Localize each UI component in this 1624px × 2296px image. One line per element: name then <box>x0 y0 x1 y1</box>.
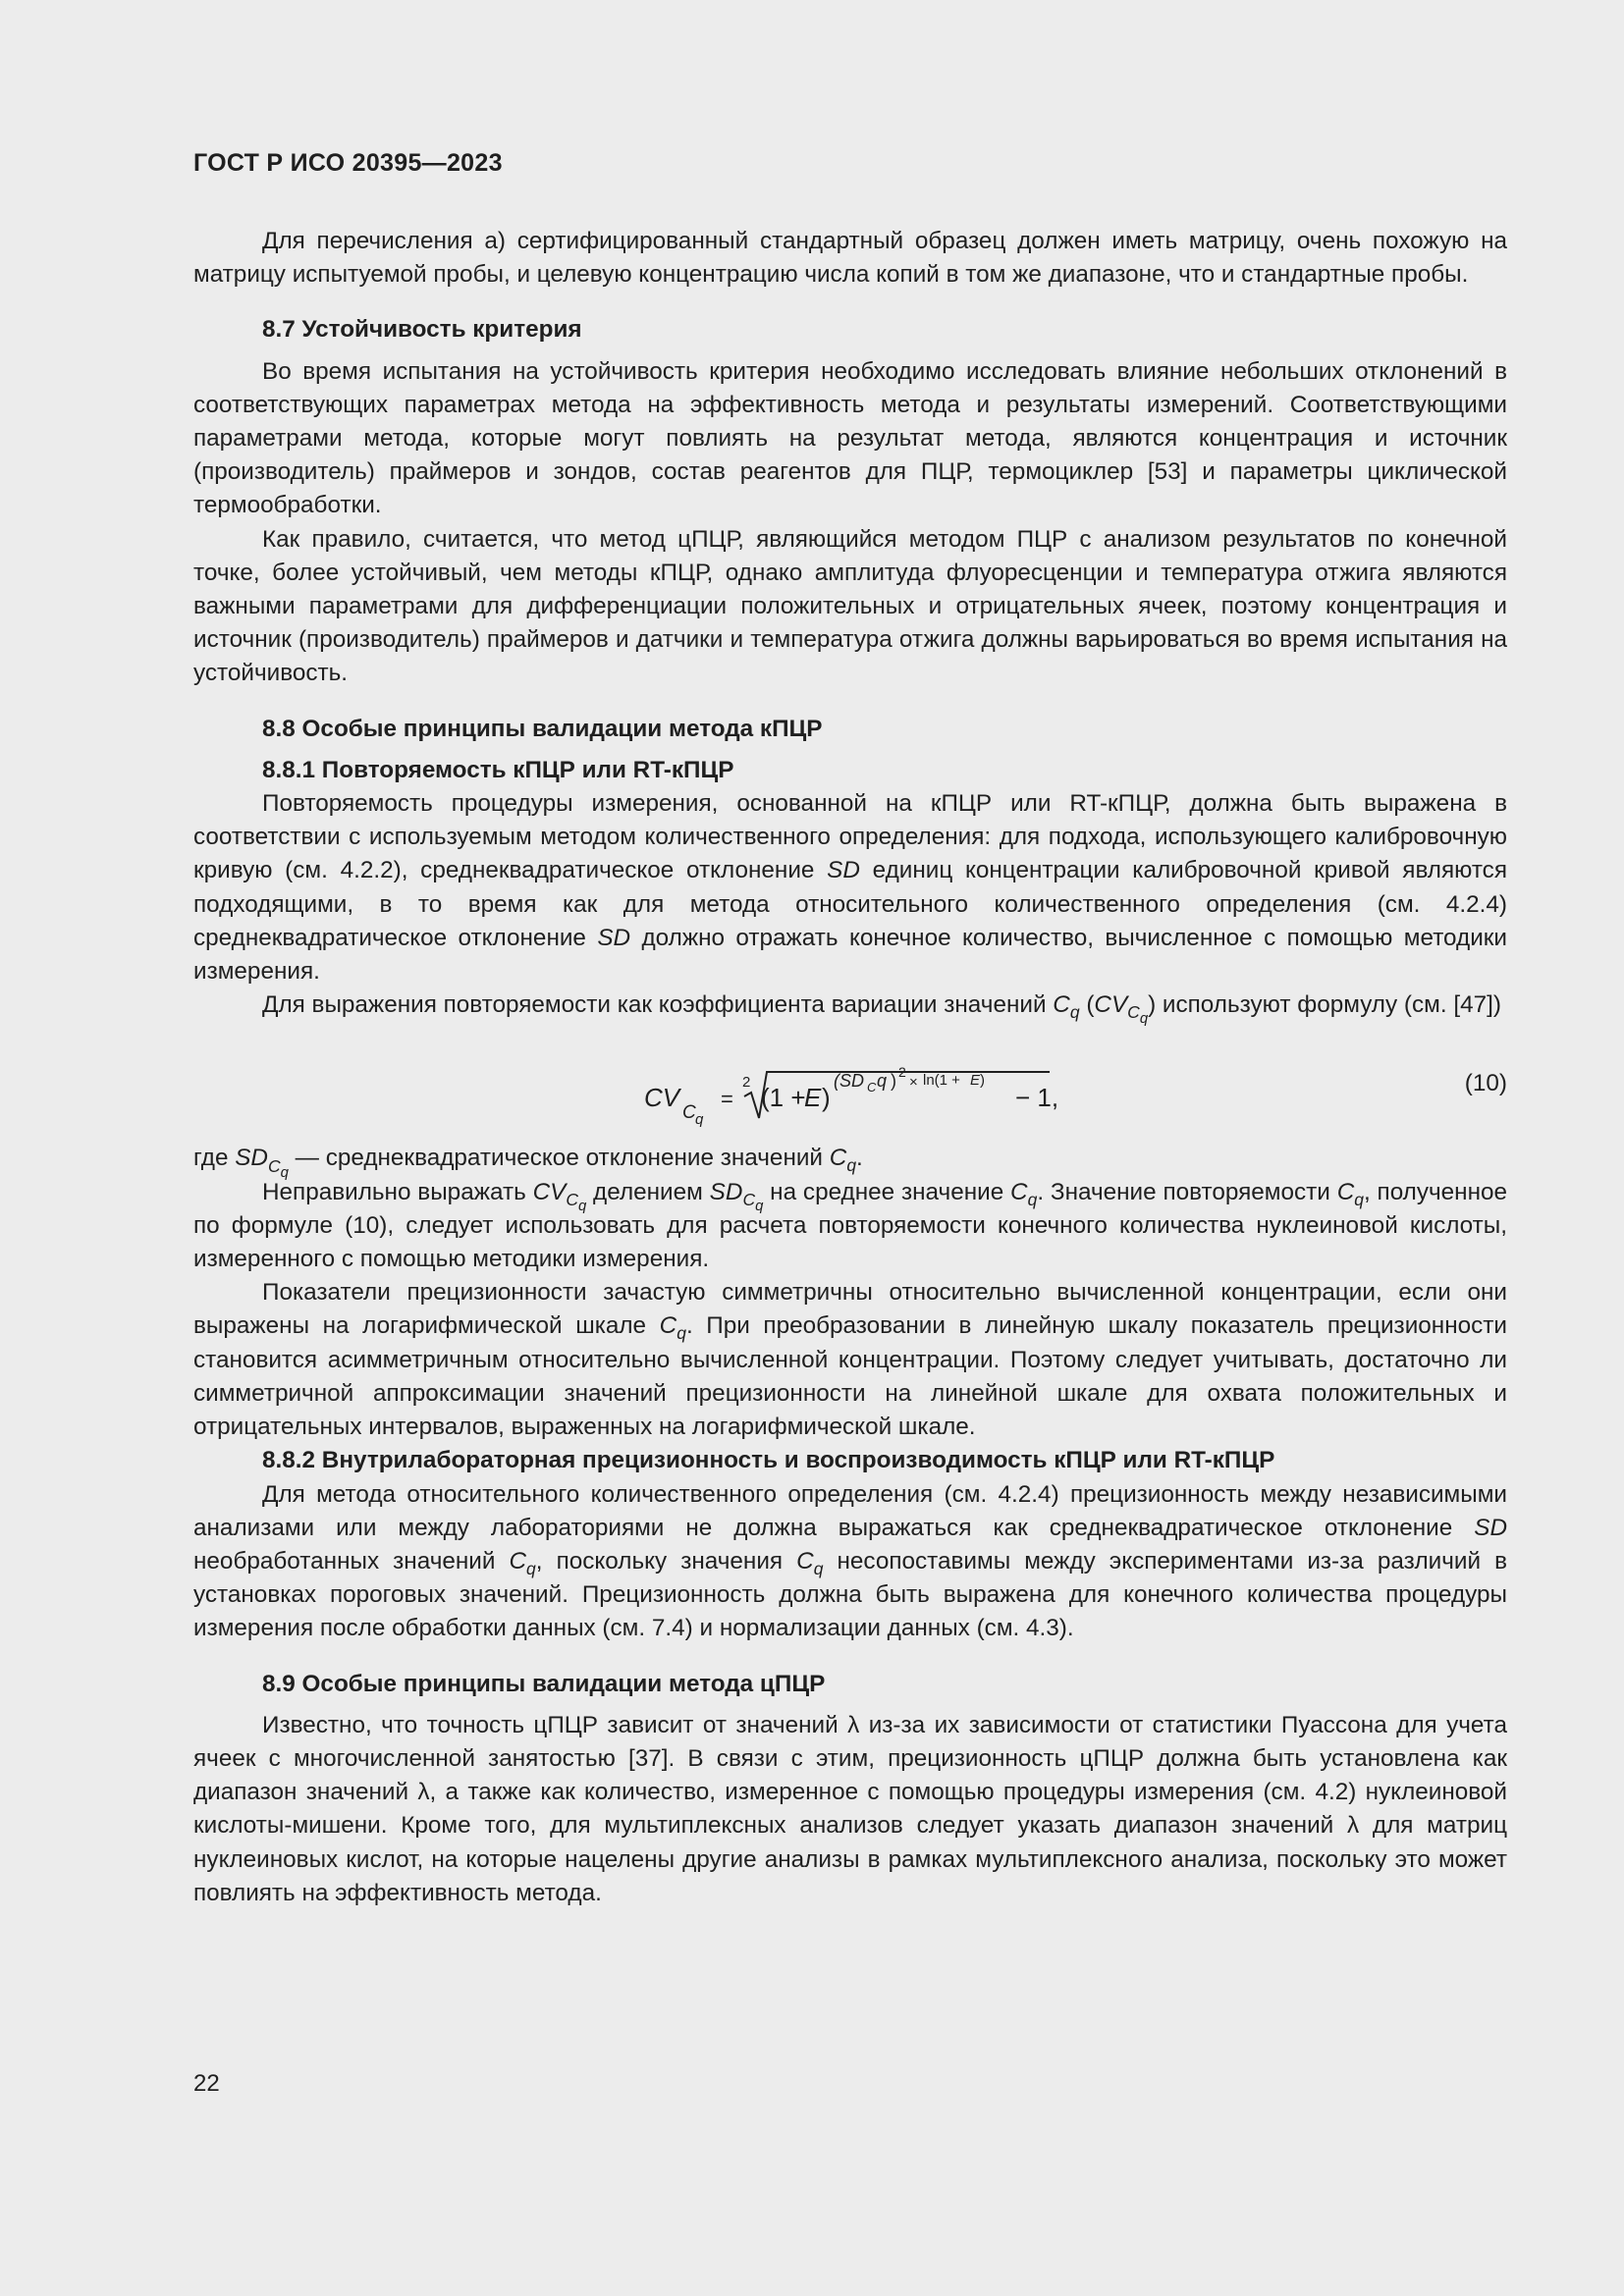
formula-10-graphic <box>193 1028 1507 1142</box>
formula-exp-ln: ln(1 + <box>923 1072 960 1090</box>
paragraph-8-7-1: Во время испытания на устойчивость критерия необходимо исследовать влияние небольших отклонений в соответствующих параметрах метода на эффективность метода и результаты измерений. Соответствующими параметрами метода, которые могут повлиять на результат метода, являются концентрация и источник (производитель) праймеров и зондов, состав реагентов для ПЦР, термоциклер [53] и параметры циклической термообработки. <box>193 357 1507 519</box>
formula-equals: = <box>721 1087 733 1112</box>
paragraph-8-7-2: Как правило, считается, что метод цПЦР, являющийся методом ПЦР с анализом результатов по конечной точке, более устойчивый, чем методы кПЦР, однако амплитуда флуоресценции и температура отжига являются важными параметрами для дифференциации положительных и отрицательных ячеек, поэтому концентрация и источник (производитель) праймеров и датчики и температура отжига должны варьироваться во время испытания на устойчивость. <box>193 525 1507 687</box>
heading-8-9: 8.9 Особые принципы валидации метода цПЦР <box>262 1670 826 1697</box>
paragraph-8-8-2: Для метода относительного количественного определения (см. 4.2.4) прецизионность между независимыми анализами или между лабораториями не должна выражаться как среднеквадратическое отклонение SD необработанных значений $C_q$, поскольку значения $C_q$ несопоставимы между экспериментами из-за различий в установках пороговых значений. Прецизионность должна быть выражена для конечного количества процедуры измерения после обработки данных (см. 7.4) и нормализации данных (см. 4.3). <box>193 1480 1507 1642</box>
formula-exp-sd: (SD <box>834 1071 864 1092</box>
formula-exp-square: 2 <box>898 1064 906 1081</box>
paragraph-8-8-1-formula-intro: Для выражения повторяемости как коэффициента вариации значений $C_q$ $(CV_{C_q})$ используют формулу (см. [47]) <box>262 991 1501 1028</box>
heading-8-8-1: 8.8.1 Повторяемость кПЦР или RT-кПЦР <box>262 756 734 783</box>
page-number: 22 <box>193 2070 220 2097</box>
document-code-header: ГОСТ Р ИСО 20395—2023 <box>193 149 503 177</box>
formula-lhs: CV <box>644 1083 680 1113</box>
paragraph-where-clause: где $SD_{C_q}$ — среднеквадратическое отклонение значений $C_q$. <box>193 1145 863 1181</box>
formula-exp-sd-q: q <box>877 1071 888 1092</box>
formula-10 <box>193 1028 1507 1142</box>
paragraph-8-9: Известно, что точность цПЦР зависит от значений λ из-за их зависимости от статистики Пуассона для учета ячеек с многочисленной занятостью [37]. В связи с этим, прецизионность цПЦР должна быть установлена как диапазон значений λ, а также как количество, измеренное с помощью процедуры измерения (см. 4.2) нуклеиновой кислоты-мишени. Кроме того, для мультиплексных анализов следует указать диапазон значений λ для матриц нуклеиновых кислот, на которые нацелены другие анализы в рамках мультиплексного анализа, поскольку это может повлиять на эффективность метода. <box>193 1711 1507 1906</box>
formula-lhs-subsub: q <box>695 1111 704 1129</box>
formula-one-plus: (1 + <box>761 1083 806 1113</box>
formula-minus-one: − 1, <box>1015 1083 1059 1113</box>
formula-exp-ln-close: ) <box>980 1072 985 1090</box>
formula-exp-times: × <box>909 1074 918 1092</box>
formula-exp-close: ) <box>891 1071 896 1092</box>
page-content <box>193 225 1507 1910</box>
paragraph-8-8-1-precision-log-scale: Показатели прецизионности зачастую симметричны относительно вычисленной концентрации, если они выражены на логарифмической шкале $C_q$. При преобразовании в линейную шкалу показатель прецизионности становится асимметричным относительно вычисленной концентрации. Поэтому следует учитывать, достаточно ли симметричной аппроксимации значений прецизионности на линейной шкале для охвата положительных и отрицательных интервалов, выраженных на логарифмической шкале. <box>193 1279 1507 1441</box>
formula-close-paren: ) <box>822 1083 831 1113</box>
formula-E: E <box>804 1083 822 1113</box>
formula-exp-ln-E: E <box>970 1072 981 1090</box>
paragraph-enumeration-note: Для перечисления а) сертифицированный стандартный образец должен иметь матрицу, очень похожую на матрицу испытуемой пробы, и целевую концентрацию числа копий в том же диапазоне, что и стандартные пробы. <box>193 228 1507 289</box>
paragraph-8-8-1-cv-note: Неправильно выражать $CV_{C_q}$ делением $SD_{C_q}$ на среднее значение $C_q$. Значение повторяемости $C_q$, полученное по формуле (10), следует использовать для расчета повторяемости конечного количества нуклеиновой кислоты, измеренного с помощью методики измерения. <box>193 1178 1508 1273</box>
paragraph-8-8-1-repeatability: Повторяемость процедуры измерения, основанной на кПЦР или RT-кПЦР, должна быть выражена в соответствии с используемым методом количественного определения: для подхода, использующего калибровочную кривую (см. 4.2.2), среднеквадратическое отклонение SD единиц концентрации калибровочной кривой являются подходящими, в то время как для метода относительного количественного определения (см. 4.2.4) среднеквадратическое отклонение SD должно отражать конечное количество, вычисленное с помощью методики измерения. <box>193 790 1507 986</box>
heading-8-7: 8.7 Устойчивость критерия <box>262 316 582 344</box>
formula-exp-sd-sub: C <box>867 1080 877 1095</box>
formula-lhs-sub: C <box>682 1102 696 1124</box>
heading-8-8-2: 8.8.2 Внутрилабораторная прецизионность и воспроизводимость кПЦР или RT-кПЦР <box>262 1447 1275 1474</box>
formula-root-index: 2 <box>742 1074 751 1092</box>
formula-number: (10) <box>1464 1070 1507 1097</box>
heading-8-8: 8.8 Особые принципы валидации метода кПЦР <box>262 715 823 742</box>
